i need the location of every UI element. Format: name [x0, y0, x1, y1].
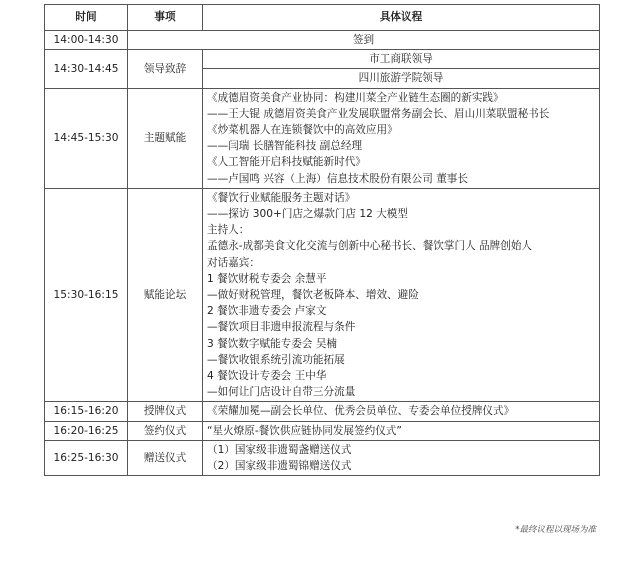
time-cell: 16:15-16:20	[45, 402, 128, 421]
detail-line: ——王大锟 成德眉资美食产业发展联盟常务副会长、眉山川菜联盟秘书长	[207, 107, 550, 120]
detail-line: 1 餐饮财税专委会 余慧平	[207, 272, 327, 285]
table-row	[45, 88, 600, 188]
detail-cell	[203, 440, 600, 475]
header-time: 时间	[45, 5, 128, 31]
item-cell: 授牌仪式	[128, 402, 203, 421]
time-cell: 14:45-15:30	[45, 88, 128, 188]
agenda-table	[44, 4, 600, 476]
table-row	[45, 50, 600, 69]
detail-line: 4 餐饮设计专委会 王中华	[207, 370, 327, 383]
detail-line: —如何让门店设计自带三分流量	[207, 386, 356, 399]
detail-line: 2 餐饮非遗专委会 卢家文	[207, 305, 327, 318]
time-cell: 15:30-16:15	[45, 188, 128, 402]
detail-line: —餐饮项目非遗申报流程与条件	[207, 321, 356, 334]
time-cell: 16:20-16:25	[45, 421, 128, 440]
item-cell: 主题赋能	[128, 88, 203, 188]
detail-line: （2）国家级非遗蜀锦赠送仪式	[207, 460, 352, 473]
detail-cell	[203, 402, 600, 421]
table-row	[45, 31, 600, 50]
table-row	[45, 188, 600, 402]
footnote: *最终议程以现场为准	[515, 525, 596, 535]
detail-line: （1）国家级非遗蜀盏赠送仪式	[207, 443, 352, 456]
detail-line: 主持人：	[207, 224, 250, 237]
item-cell: 领导致辞	[128, 50, 203, 88]
detail-line: ——探访 300+门店之爆款门店 12 大模型	[207, 208, 408, 221]
item-cell: 赠送仪式	[128, 440, 203, 475]
detail-cell	[203, 421, 600, 440]
detail-cell	[203, 188, 600, 402]
table-row	[45, 402, 600, 421]
table-row	[45, 440, 600, 475]
header-item: 事项	[128, 5, 203, 31]
detail-line: 3 餐饮数字赋能专委会 吴楠	[207, 337, 338, 350]
detail-cell: 签到	[128, 31, 600, 50]
time-cell: 14:30-14:45	[45, 50, 128, 88]
detail-line: ——闫瑞 长膳智能科技 副总经理	[207, 140, 363, 153]
detail-line: 《餐饮行业赋能服务主题对话》	[207, 191, 356, 204]
detail-cell: 市工商联领导	[203, 50, 600, 69]
detail-line: 《炒菜机器人在连锁餐饮中的高效应用》	[207, 124, 398, 137]
time-cell: 14:00-14:30	[45, 31, 128, 50]
table-row	[45, 421, 600, 440]
detail-line: 《人工智能开启科技赋能新时代》	[207, 156, 366, 169]
detail-line: “星火燎原-餐饮供应链协同发展签约仪式”	[207, 424, 402, 437]
detail-line: 《成德眉资美食产业协同：构建川菜全产业链生态圈的新实践》	[207, 91, 504, 104]
detail-line: ——卢国鸣 兴容（上海）信息技术股份有限公司 董事长	[207, 172, 468, 185]
detail-cell	[203, 88, 600, 188]
detail-line: 孟德永-成都美食文化交流与创新中心秘书长、餐饮掌门人 品牌创始人	[207, 240, 532, 253]
detail-line: —餐饮收银系统引流功能拓展	[207, 353, 345, 366]
detail-line: 对话嘉宾：	[207, 256, 260, 269]
time-cell: 16:25-16:30	[45, 440, 128, 475]
item-cell: 赋能论坛	[128, 188, 203, 402]
header-detail: 具体议程	[203, 5, 600, 31]
detail-cell: 四川旅游学院领导	[203, 69, 600, 88]
detail-line: 《荣耀加冕—副会长单位、优秀会员单位、专委会单位授牌仪式》	[207, 405, 515, 418]
header-row	[45, 5, 600, 31]
item-cell: 签约仪式	[128, 421, 203, 440]
detail-line: —做好财税管理，餐饮老板降本、增效、避险	[207, 289, 419, 302]
